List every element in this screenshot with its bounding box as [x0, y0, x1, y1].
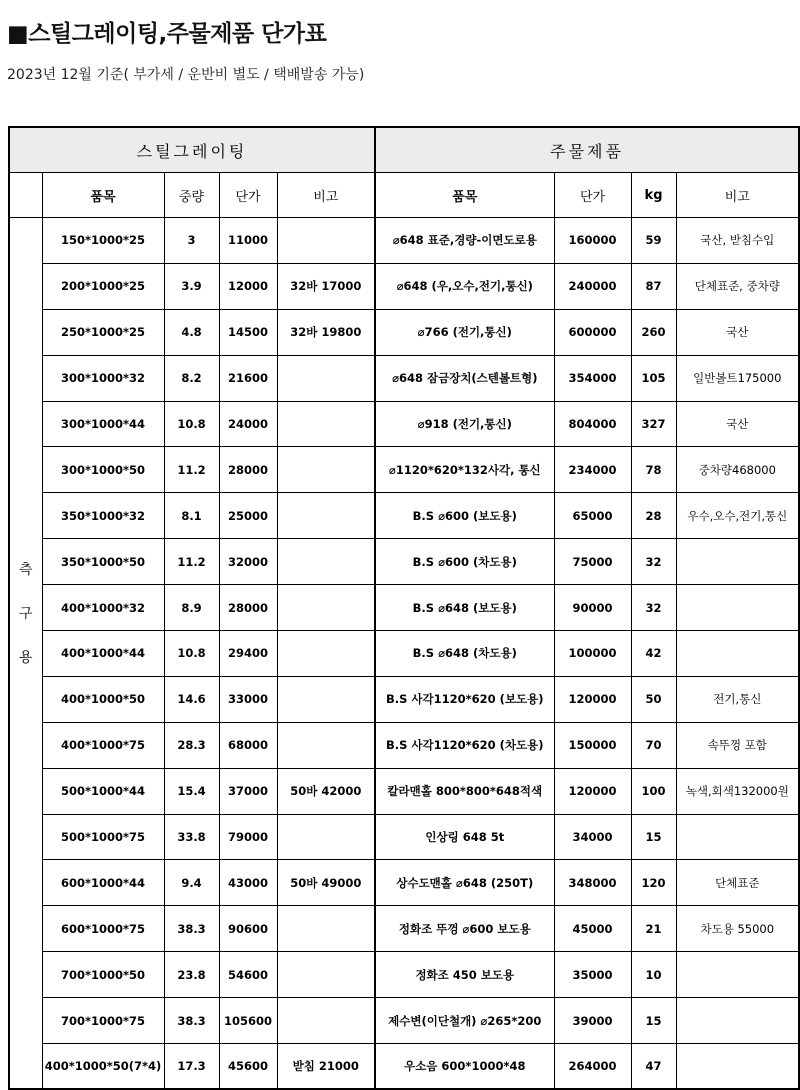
col-header-steel-weight: 중량: [164, 173, 219, 218]
page-subtitle: 2023년 12월 기준( 부가세 / 운반비 별도 / 택배발송 가능): [7, 67, 365, 83]
steel-item-cell: 600*1000*75: [42, 906, 164, 952]
cast-item-cell: 인상링 648 5t: [375, 814, 554, 860]
table-row: [9, 998, 799, 1044]
steel-price-cell: 21600: [219, 355, 277, 401]
steel-item-cell: 400*1000*32: [42, 585, 164, 631]
steel-weight-cell: 11.2: [164, 447, 219, 493]
cast-price-cell: 75000: [554, 539, 631, 585]
cast-price-cell: 39000: [554, 998, 631, 1044]
table-row: [9, 860, 799, 906]
cast-kg-cell: 42: [631, 631, 676, 677]
cast-item-cell: ⌀648 잠금장치(스텐볼트형): [375, 355, 554, 401]
steel-weight-cell: 8.2: [164, 355, 219, 401]
cast-price-cell: 120000: [554, 768, 631, 814]
table-row: [9, 493, 799, 539]
cast-note-cell: 국산: [676, 309, 799, 355]
cast-note-cell: [676, 539, 799, 585]
cast-kg-cell: 15: [631, 998, 676, 1044]
cast-kg-cell: 87: [631, 263, 676, 309]
cast-note-cell: 차도용 55000: [676, 906, 799, 952]
cast-price-cell: 65000: [554, 493, 631, 539]
table-body: [9, 218, 799, 1090]
steel-weight-cell: 23.8: [164, 952, 219, 998]
steel-weight-cell: 8.1: [164, 493, 219, 539]
steel-price-cell: 29400: [219, 631, 277, 677]
steel-item-cell: 700*1000*50: [42, 952, 164, 998]
steel-note-cell: 50바 49000: [277, 860, 375, 906]
steel-price-cell: 14500: [219, 309, 277, 355]
col-header-cast-item: 품목: [375, 173, 554, 218]
steel-weight-cell: 10.8: [164, 401, 219, 447]
steel-weight-cell: 38.3: [164, 998, 219, 1044]
cast-item-cell: 정화조 뚜껑 ⌀600 보도용: [375, 906, 554, 952]
table-row: [9, 952, 799, 998]
steel-price-cell: 43000: [219, 860, 277, 906]
cast-price-cell: 150000: [554, 722, 631, 768]
side-category-char: 측: [18, 562, 33, 578]
cast-note-cell: 단체표준: [676, 860, 799, 906]
table-row: [9, 906, 799, 952]
steel-weight-cell: 33.8: [164, 814, 219, 860]
cast-kg-cell: 21: [631, 906, 676, 952]
cast-item-cell: B.S ⌀648 (차도용): [375, 631, 554, 677]
steel-price-cell: 33000: [219, 676, 277, 722]
cast-item-cell: 정화조 450 보도용: [375, 952, 554, 998]
col-header-steel-item: 품목: [42, 173, 164, 218]
cast-note-cell: [676, 814, 799, 860]
steel-weight-cell: 14.6: [164, 676, 219, 722]
table-row: [9, 814, 799, 860]
steel-weight-cell: 3: [164, 218, 219, 264]
steel-price-cell: 24000: [219, 401, 277, 447]
cast-kg-cell: 105: [631, 355, 676, 401]
steel-note-cell: [277, 814, 375, 860]
steel-note-cell: 50바 42000: [277, 768, 375, 814]
steel-weight-cell: 15.4: [164, 768, 219, 814]
cast-note-cell: 속뚜껑 포함: [676, 722, 799, 768]
cast-kg-cell: 28: [631, 493, 676, 539]
cast-item-cell: B.S 사각1120*620 (보도용): [375, 676, 554, 722]
cast-note-cell: 우수,오수,전기,통신: [676, 493, 799, 539]
cast-kg-cell: 47: [631, 1044, 676, 1090]
steel-note-cell: [277, 493, 375, 539]
steel-price-cell: 12000: [219, 263, 277, 309]
steel-price-cell: 45600: [219, 1044, 277, 1090]
steel-item-cell: 600*1000*44: [42, 860, 164, 906]
cast-kg-cell: 78: [631, 447, 676, 493]
cast-note-cell: 단체표준, 중차량: [676, 263, 799, 309]
steel-note-cell: [277, 952, 375, 998]
steel-weight-cell: 10.8: [164, 631, 219, 677]
cast-kg-cell: 50: [631, 676, 676, 722]
table-row: [9, 447, 799, 493]
steel-note-cell: [277, 539, 375, 585]
table-row: [9, 631, 799, 677]
cast-item-cell: 제수변(이단철개) ⌀265*200: [375, 998, 554, 1044]
cast-kg-cell: 32: [631, 585, 676, 631]
steel-item-cell: 400*1000*75: [42, 722, 164, 768]
steel-item-cell: 500*1000*75: [42, 814, 164, 860]
side-header-blank: [9, 173, 42, 218]
steel-price-cell: 37000: [219, 768, 277, 814]
steel-item-cell: 400*1000*50: [42, 676, 164, 722]
table-row: [9, 722, 799, 768]
table-row: [9, 218, 799, 264]
price-table: [8, 126, 800, 1090]
table-row: [9, 585, 799, 631]
steel-item-cell: 400*1000*44: [42, 631, 164, 677]
cast-kg-cell: 70: [631, 722, 676, 768]
cast-note-cell: 중차량468000: [676, 447, 799, 493]
steel-grating-group-header: 스틸그레이팅: [9, 127, 375, 173]
steel-item-cell: 500*1000*44: [42, 768, 164, 814]
cast-item-cell: 우소음 600*1000*48: [375, 1044, 554, 1090]
cast-price-cell: 600000: [554, 309, 631, 355]
table-row: [9, 309, 799, 355]
table-row: [9, 1044, 799, 1090]
cast-item-cell: ⌀1120*620*132사각, 통신: [375, 447, 554, 493]
side-category-label: [9, 218, 42, 1090]
steel-weight-cell: 17.3: [164, 1044, 219, 1090]
cast-price-cell: 45000: [554, 906, 631, 952]
cast-item-cell: ⌀648 표준,경량-이면도로용: [375, 218, 554, 264]
steel-note-cell: [277, 631, 375, 677]
steel-item-cell: 200*1000*25: [42, 263, 164, 309]
steel-item-cell: 250*1000*25: [42, 309, 164, 355]
cast-price-cell: 34000: [554, 814, 631, 860]
steel-weight-cell: 28.3: [164, 722, 219, 768]
steel-note-cell: [277, 218, 375, 264]
steel-note-cell: 32바 17000: [277, 263, 375, 309]
steel-weight-cell: 8.9: [164, 585, 219, 631]
table-row: [9, 539, 799, 585]
cast-item-cell: ⌀918 (전기,통신): [375, 401, 554, 447]
steel-item-cell: 700*1000*75: [42, 998, 164, 1044]
cast-item-cell: ⌀766 (전기,통신): [375, 309, 554, 355]
steel-note-cell: 32바 19800: [277, 309, 375, 355]
cast-kg-cell: 15: [631, 814, 676, 860]
col-header-steel-price: 단가: [219, 173, 277, 218]
steel-price-cell: 11000: [219, 218, 277, 264]
cast-kg-cell: 120: [631, 860, 676, 906]
cast-price-cell: 160000: [554, 218, 631, 264]
table-row: [9, 263, 799, 309]
steel-weight-cell: 3.9: [164, 263, 219, 309]
cast-item-cell: ⌀648 (우,오수,전기,통신): [375, 263, 554, 309]
table-row: [9, 355, 799, 401]
cast-item-cell: 칼라맨홀 800*800*648적색: [375, 768, 554, 814]
steel-note-cell: [277, 447, 375, 493]
steel-weight-cell: 4.8: [164, 309, 219, 355]
col-header-steel-note: 비고: [277, 173, 375, 218]
cast-item-cell: 상수도맨홀 ⌀648 (250T): [375, 860, 554, 906]
steel-price-cell: 54600: [219, 952, 277, 998]
group-header-row: [9, 127, 799, 173]
steel-item-cell: 300*1000*32: [42, 355, 164, 401]
page-title: ■스틸그레이팅,주물제품 단가표: [7, 21, 327, 47]
steel-note-cell: [277, 355, 375, 401]
steel-note-cell: [277, 998, 375, 1044]
cast-price-cell: 264000: [554, 1044, 631, 1090]
steel-note-cell: [277, 401, 375, 447]
table-row: [9, 401, 799, 447]
cast-item-cell: B.S 사각1120*620 (차도용): [375, 722, 554, 768]
cast-item-cell: B.S ⌀600 (보도용): [375, 493, 554, 539]
cast-note-cell: [676, 631, 799, 677]
side-category-char: 용: [18, 650, 33, 666]
table-row: [9, 676, 799, 722]
steel-note-cell: [277, 722, 375, 768]
cast-price-cell: 100000: [554, 631, 631, 677]
steel-weight-cell: 9.4: [164, 860, 219, 906]
cast-item-cell: B.S ⌀600 (차도용): [375, 539, 554, 585]
cast-price-cell: 234000: [554, 447, 631, 493]
steel-price-cell: 79000: [219, 814, 277, 860]
cast-kg-cell: 32: [631, 539, 676, 585]
cast-note-cell: 전기,통신: [676, 676, 799, 722]
side-category-char: 구: [18, 606, 33, 622]
steel-item-cell: 350*1000*50: [42, 539, 164, 585]
cast-kg-cell: 59: [631, 218, 676, 264]
steel-price-cell: 90600: [219, 906, 277, 952]
cast-price-cell: 354000: [554, 355, 631, 401]
steel-weight-cell: 38.3: [164, 906, 219, 952]
col-header-cast-price: 단가: [554, 173, 631, 218]
cast-item-cell: B.S ⌀648 (보도용): [375, 585, 554, 631]
cast-note-cell: [676, 1044, 799, 1090]
steel-price-cell: 25000: [219, 493, 277, 539]
steel-price-cell: 68000: [219, 722, 277, 768]
cast-kg-cell: 327: [631, 401, 676, 447]
steel-item-cell: 300*1000*50: [42, 447, 164, 493]
cast-price-cell: 120000: [554, 676, 631, 722]
col-header-cast-note: 비고: [676, 173, 799, 218]
cast-price-cell: 35000: [554, 952, 631, 998]
steel-price-cell: 32000: [219, 539, 277, 585]
cast-products-group-header: 주물제품: [375, 127, 799, 173]
cast-note-cell: 국산: [676, 401, 799, 447]
cast-price-cell: 348000: [554, 860, 631, 906]
cast-price-cell: 240000: [554, 263, 631, 309]
col-header-cast-kg: kg: [631, 173, 676, 218]
steel-item-cell: 400*1000*50(7*4): [42, 1044, 164, 1090]
cast-note-cell: [676, 585, 799, 631]
steel-price-cell: 28000: [219, 447, 277, 493]
steel-item-cell: 150*1000*25: [42, 218, 164, 264]
cast-kg-cell: 100: [631, 768, 676, 814]
cast-price-cell: 804000: [554, 401, 631, 447]
cast-kg-cell: 260: [631, 309, 676, 355]
steel-price-cell: 28000: [219, 585, 277, 631]
steel-item-cell: 300*1000*44: [42, 401, 164, 447]
steel-price-cell: 105600: [219, 998, 277, 1044]
steel-note-cell: [277, 906, 375, 952]
steel-note-cell: [277, 676, 375, 722]
cast-note-cell: 녹색,회색132000원: [676, 768, 799, 814]
steel-item-cell: 350*1000*32: [42, 493, 164, 539]
steel-note-cell: [277, 585, 375, 631]
steel-weight-cell: 11.2: [164, 539, 219, 585]
cast-note-cell: 일반볼트175000: [676, 355, 799, 401]
column-header-row: [9, 173, 799, 218]
cast-note-cell: 국산, 받침수입: [676, 218, 799, 264]
steel-note-cell: 받침 21000: [277, 1044, 375, 1090]
cast-note-cell: [676, 998, 799, 1044]
cast-kg-cell: 10: [631, 952, 676, 998]
cast-note-cell: [676, 952, 799, 998]
table-row: [9, 768, 799, 814]
cast-price-cell: 90000: [554, 585, 631, 631]
